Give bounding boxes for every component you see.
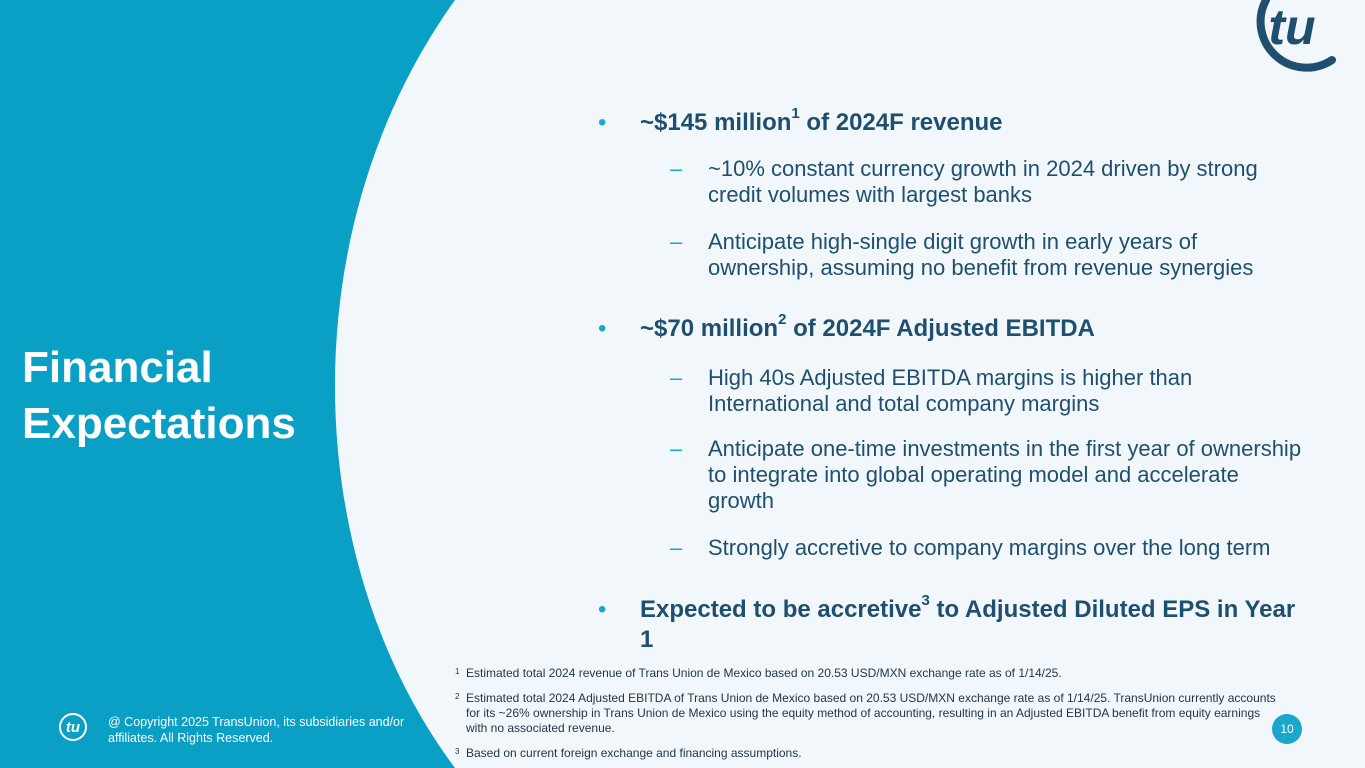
logo-text: tu: [1268, 0, 1316, 55]
transunion-small-logo: [58, 712, 88, 742]
footnote-1: [455, 666, 1062, 685]
bullet-text: ~$145 million$^1$ of 2024F revenue: [640, 105, 1003, 136]
sub-bullet-text: Strongly accretive to company margins over the long term: [708, 535, 1271, 560]
bullet-dot: •: [598, 315, 607, 342]
title-line-2: Expectations: [22, 399, 296, 448]
sub-bullet-dash: –: [670, 229, 683, 254]
bullet-text: ~$70 million$^2$ of 2024F Adjusted EBITDA: [640, 311, 1095, 342]
title-line-1: Financial: [22, 343, 213, 392]
footnote-2: [455, 691, 1276, 735]
bullet-dot: •: [598, 596, 607, 623]
bullet-dot: •: [598, 109, 607, 136]
footnote-number: 2: [455, 692, 460, 701]
small-logo-text: tu: [65, 719, 81, 736]
page-title: [22, 340, 342, 452]
sub-bullet-dash: –: [670, 365, 683, 390]
bullet-text: Expected to be accretive$^3$ to Adjusted Diluted EPS in Year 1: [640, 592, 1296, 653]
sub-bullet-dash: –: [670, 156, 683, 181]
footnote-number: 3: [455, 747, 460, 756]
footnote-number: 1: [455, 667, 460, 676]
sub-bullet-text: High 40s Adjusted EBITDA margins is higher than International and total company margins: [708, 365, 1193, 416]
sub-bullet-text: Anticipate high-single digit growth in early years of ownership, assuming no benefit from revenue synergies: [708, 229, 1254, 280]
sub-bullet-text: Anticipate one-time investments in the first year of ownership to integrate into global operating model and accelerate growth: [708, 436, 1302, 513]
footnote-3: [455, 746, 802, 765]
sub-bullet-dash: –: [670, 436, 683, 461]
sub-bullet-dash: –: [670, 535, 683, 560]
page-number: 10: [1272, 714, 1302, 744]
footnote-text: Estimated total 2024 revenue of Trans Union de Mexico based on 20.53 USD/MXN exchange rate as of 1/14/25.: [466, 666, 1062, 680]
sub-bullet-text: ~10% constant currency growth in 2024 driven by strong credit volumes with largest banks: [708, 156, 1258, 207]
copyright-text: @ Copyright 2025 TransUnion, its subsidiaries and/or affiliates. All Rights Reserved.: [108, 715, 405, 745]
footnote-text: Estimated total 2024 Adjusted EBITDA of Trans Union de Mexico based on 20.53 USD/MXN exchange rate as of 1/14/25. TransUnion currently accounts for its ~26% ownership in Trans Union de Mexico using the equity method of accounting, resulting in an Adjusted EBITDA benefit from equity earnings with no associated revenue.: [466, 691, 1276, 735]
transunion-logo: [1236, 0, 1340, 76]
footnote-text: Based on current foreign exchange and financing assumptions.: [466, 746, 802, 760]
